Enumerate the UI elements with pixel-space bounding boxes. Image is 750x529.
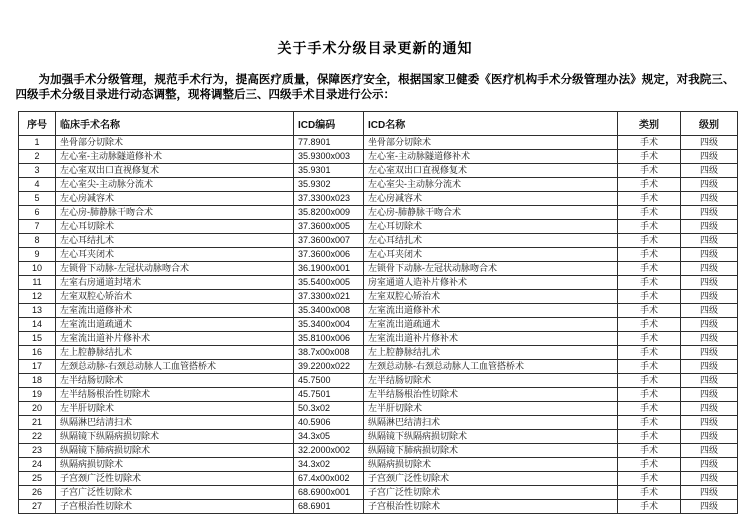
cell-index: 23 [19,444,56,458]
cell-clinical-name: 纵隔病损切除术 [56,458,294,472]
cell-icd-code: 35.8200x009 [294,206,364,220]
cell-index: 5 [19,192,56,206]
table-row [19,332,738,346]
table-row [19,444,738,458]
cell-icd-name: 纵隔病损切除术 [364,458,618,472]
header-category: 类别 [618,112,681,136]
surgery-directory-table [18,111,738,514]
cell-category: 手术 [618,472,681,486]
cell-clinical-name: 左心房-肺静脉干吻合术 [56,206,294,220]
cell-level: 四级 [681,332,738,346]
table-row [19,234,738,248]
cell-icd-name: 子宫颈广泛性切除术 [364,472,618,486]
cell-clinical-name: 左半肝切除术 [56,402,294,416]
cell-index: 8 [19,234,56,248]
cell-category: 手术 [618,136,681,150]
cell-level: 四级 [681,430,738,444]
cell-level: 四级 [681,164,738,178]
cell-category: 手术 [618,388,681,402]
cell-index: 19 [19,388,56,402]
cell-index: 24 [19,458,56,472]
cell-icd-name: 左颈总动脉-右颈总动脉人工血管搭桥术 [364,360,618,374]
cell-icd-name: 坐骨部分切除术 [364,136,618,150]
cell-icd-name: 纵隔镜下纵隔病损切除术 [364,430,618,444]
header-level: 级别 [681,112,738,136]
cell-index: 7 [19,220,56,234]
table-row [19,192,738,206]
cell-icd-code: 35.9301 [294,164,364,178]
cell-clinical-name: 左颈总动脉-右颈总动脉人工血管搭桥术 [56,360,294,374]
cell-index: 10 [19,262,56,276]
cell-category: 手术 [618,318,681,332]
cell-clinical-name: 左心耳切除术 [56,220,294,234]
cell-category: 手术 [618,444,681,458]
cell-level: 四级 [681,220,738,234]
cell-icd-code: 40.5906 [294,416,364,430]
cell-level: 四级 [681,206,738,220]
cell-clinical-name: 子宫根治性切除术 [56,500,294,514]
cell-category: 手术 [618,304,681,318]
cell-category: 手术 [618,346,681,360]
cell-level: 四级 [681,248,738,262]
cell-clinical-name: 左心耳夹闭术 [56,248,294,262]
cell-icd-code: 34.3x02 [294,458,364,472]
table-header-row [19,112,738,136]
cell-level: 四级 [681,360,738,374]
table-row [19,458,738,472]
cell-clinical-name: 左半结肠切除术 [56,374,294,388]
cell-icd-name: 左室双腔心矫治术 [364,290,618,304]
cell-level: 四级 [681,444,738,458]
cell-clinical-name: 子宫颈广泛性切除术 [56,472,294,486]
cell-category: 手术 [618,206,681,220]
cell-clinical-name: 左上腔静脉结扎术 [56,346,294,360]
cell-icd-code: 45.7501 [294,388,364,402]
cell-icd-name: 左上腔静脉结扎术 [364,346,618,360]
cell-icd-name: 子宫广泛性切除术 [364,486,618,500]
cell-clinical-name: 左室流出道补片修补术 [56,332,294,346]
cell-category: 手术 [618,192,681,206]
cell-index: 14 [19,318,56,332]
cell-index: 12 [19,290,56,304]
cell-category: 手术 [618,178,681,192]
table-row [19,486,738,500]
cell-level: 四级 [681,234,738,248]
cell-category: 手术 [618,164,681,178]
cell-icd-code: 50.3x02 [294,402,364,416]
cell-category: 手术 [618,430,681,444]
cell-level: 四级 [681,402,738,416]
cell-level: 四级 [681,290,738,304]
cell-category: 手术 [618,374,681,388]
cell-icd-name: 左半肝切除术 [364,402,618,416]
table-row [19,472,738,486]
table-row [19,248,738,262]
cell-icd-code: 67.4x00x002 [294,472,364,486]
table-row [19,430,738,444]
cell-category: 手术 [618,276,681,290]
table-row [19,262,738,276]
cell-icd-name: 左半结肠切除术 [364,374,618,388]
cell-icd-name: 左锁骨下动脉-左冠状动脉吻合术 [364,262,618,276]
table-row [19,276,738,290]
cell-icd-name: 左心房-肺静脉干吻合术 [364,206,618,220]
cell-icd-name: 左室流出道补片修补术 [364,332,618,346]
cell-index: 1 [19,136,56,150]
cell-icd-name: 左心室-主动脉隧道修补术 [364,150,618,164]
table-row [19,206,738,220]
cell-clinical-name: 左室双腔心矫治术 [56,290,294,304]
cell-level: 四级 [681,500,738,514]
cell-icd-code: 37.3600x005 [294,220,364,234]
table-row [19,220,738,234]
cell-index: 25 [19,472,56,486]
cell-icd-code: 35.3400x004 [294,318,364,332]
cell-index: 3 [19,164,56,178]
cell-clinical-name: 坐骨部分切除术 [56,136,294,150]
cell-icd-name: 左心房减容术 [364,192,618,206]
cell-icd-name: 左半结肠根治性切除术 [364,388,618,402]
cell-clinical-name: 子宫广泛性切除术 [56,486,294,500]
cell-icd-code: 37.3600x006 [294,248,364,262]
cell-category: 手术 [618,220,681,234]
cell-level: 四级 [681,388,738,402]
cell-index: 11 [19,276,56,290]
cell-clinical-name: 左室右房通道封堵术 [56,276,294,290]
table-row [19,136,738,150]
cell-icd-code: 77.8901 [294,136,364,150]
cell-level: 四级 [681,304,738,318]
cell-category: 手术 [618,248,681,262]
cell-level: 四级 [681,486,738,500]
cell-icd-name: 左心耳切除术 [364,220,618,234]
cell-icd-name: 房室通道人造补片修补术 [364,276,618,290]
cell-category: 手术 [618,458,681,472]
cell-icd-code: 32.2000x002 [294,444,364,458]
header-icd-code: ICD编码 [294,112,364,136]
table-row [19,164,738,178]
intro-paragraph: 为加强手术分级管理，规范手术行为，提高医疗质量，保障医疗安全，根据国家卫健委《医疗机构手术分级管理办法》规定，对我院三、四级手术分级目录进行动态调整，现将调整后三、四级手术目录进行公示： [15,74,735,101]
cell-index: 9 [19,248,56,262]
table-row [19,178,738,192]
cell-index: 26 [19,486,56,500]
cell-category: 手术 [618,360,681,374]
page-title: 关于手术分级目录更新的通知 [277,42,473,57]
table-row [19,416,738,430]
table-row [19,388,738,402]
cell-index: 2 [19,150,56,164]
cell-category: 手术 [618,234,681,248]
cell-icd-name: 左心室双出口直视修复术 [364,164,618,178]
cell-level: 四级 [681,458,738,472]
cell-level: 四级 [681,262,738,276]
cell-index: 21 [19,416,56,430]
cell-clinical-name: 左室流出道疏通术 [56,318,294,332]
table-row [19,290,738,304]
cell-level: 四级 [681,150,738,164]
cell-level: 四级 [681,178,738,192]
cell-icd-code: 37.3300x023 [294,192,364,206]
cell-icd-name: 纵隔镜下肺病损切除术 [364,444,618,458]
cell-index: 4 [19,178,56,192]
cell-icd-code: 37.3600x007 [294,234,364,248]
table-body [19,136,738,514]
cell-icd-code: 68.6900x001 [294,486,364,500]
cell-index: 17 [19,360,56,374]
cell-icd-name: 左室流出道修补术 [364,304,618,318]
cell-category: 手术 [618,486,681,500]
cell-icd-name: 左心耳夹闭术 [364,248,618,262]
cell-icd-code: 34.3x05 [294,430,364,444]
cell-level: 四级 [681,346,738,360]
cell-icd-name: 纵隔淋巴结清扫术 [364,416,618,430]
cell-level: 四级 [681,416,738,430]
table-row [19,402,738,416]
cell-icd-code: 37.3300x021 [294,290,364,304]
cell-icd-name: 左心耳结扎术 [364,234,618,248]
cell-icd-code: 45.7500 [294,374,364,388]
header-icd-name: ICD名称 [364,112,618,136]
cell-category: 手术 [618,500,681,514]
cell-index: 6 [19,206,56,220]
cell-category: 手术 [618,332,681,346]
cell-index: 15 [19,332,56,346]
cell-icd-code: 35.9300x003 [294,150,364,164]
cell-category: 手术 [618,262,681,276]
cell-clinical-name: 左室流出道修补术 [56,304,294,318]
table-row [19,374,738,388]
table-row [19,346,738,360]
cell-clinical-name: 左锁骨下动脉-左冠状动脉吻合术 [56,262,294,276]
cell-index: 16 [19,346,56,360]
cell-icd-code: 38.7x00x008 [294,346,364,360]
header-index: 序号 [19,112,56,136]
cell-category: 手术 [618,290,681,304]
cell-category: 手术 [618,150,681,164]
cell-clinical-name: 左半结肠根治性切除术 [56,388,294,402]
cell-level: 四级 [681,136,738,150]
cell-level: 四级 [681,472,738,486]
cell-clinical-name: 左心室双出口直视修复术 [56,164,294,178]
cell-index: 18 [19,374,56,388]
cell-clinical-name: 左心室-主动脉隧道修补术 [56,150,294,164]
cell-icd-name: 左心室尖-主动脉分流术 [364,178,618,192]
cell-level: 四级 [681,374,738,388]
cell-icd-code: 35.5400x005 [294,276,364,290]
table-row [19,304,738,318]
cell-clinical-name: 纵隔淋巴结清扫术 [56,416,294,430]
cell-icd-name: 子宫根治性切除术 [364,500,618,514]
cell-clinical-name: 左心室尖-主动脉分流术 [56,178,294,192]
cell-icd-code: 68.6901 [294,500,364,514]
cell-category: 手术 [618,416,681,430]
table-row [19,318,738,332]
cell-clinical-name: 纵隔镜下纵隔病损切除术 [56,430,294,444]
cell-level: 四级 [681,318,738,332]
cell-icd-code: 35.8100x006 [294,332,364,346]
cell-icd-code: 36.1900x001 [294,262,364,276]
table-row [19,500,738,514]
cell-clinical-name: 左心房减容术 [56,192,294,206]
cell-level: 四级 [681,192,738,206]
cell-level: 四级 [681,276,738,290]
cell-index: 22 [19,430,56,444]
table-row [19,150,738,164]
cell-index: 27 [19,500,56,514]
cell-clinical-name: 纵隔镜下肺病损切除术 [56,444,294,458]
table-row [19,360,738,374]
cell-index: 20 [19,402,56,416]
cell-icd-code: 35.9302 [294,178,364,192]
cell-icd-code: 35.3400x008 [294,304,364,318]
cell-category: 手术 [618,402,681,416]
cell-icd-name: 左室流出道疏通术 [364,318,618,332]
cell-index: 13 [19,304,56,318]
cell-clinical-name: 左心耳结扎术 [56,234,294,248]
header-clinical-name: 临床手术名称 [56,112,294,136]
cell-icd-code: 39.2200x022 [294,360,364,374]
